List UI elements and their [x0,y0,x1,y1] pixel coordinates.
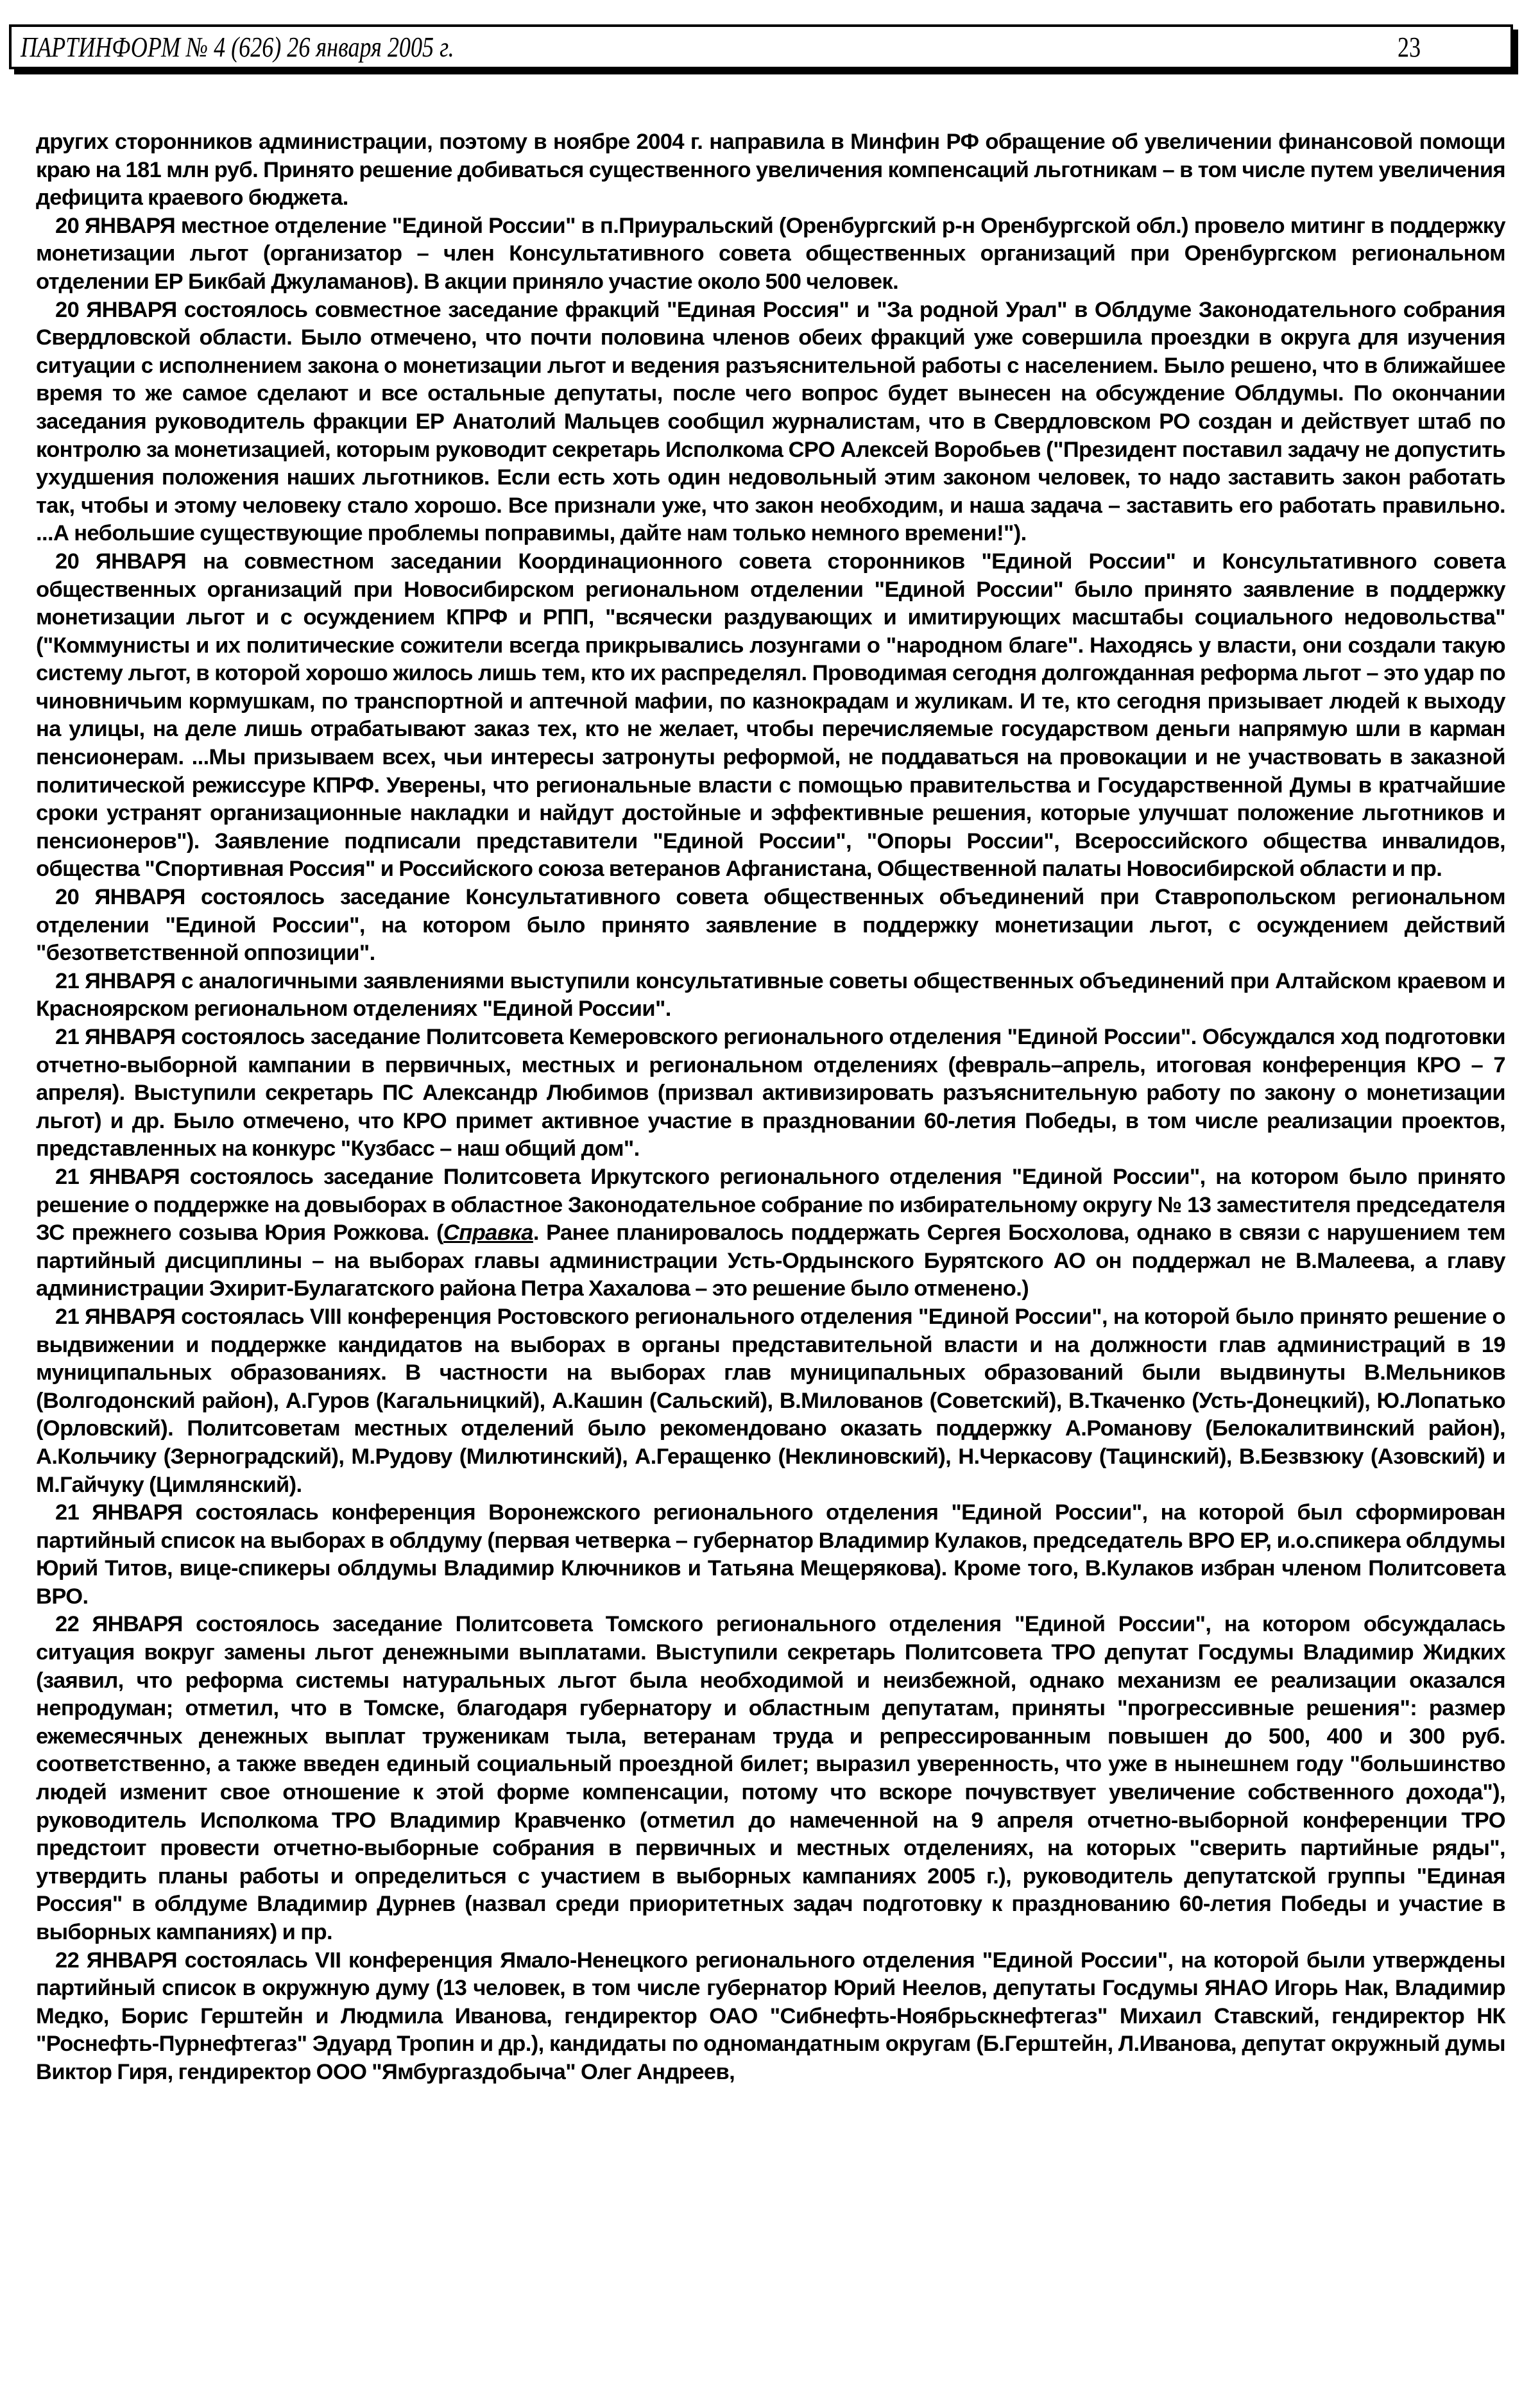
paragraph: 22 ЯНВАРЯ состоялось заседание Политсовета Томского регионального отделения "Единой России", на котором обсуждалась ситуация вокруг замены льгот денежными выплатами. Выступили секретарь Политсовета ТРО депутат Госдумы Владимир Жидких (заявил, что реформа системы натуральных льгот была необходимой и неизбежной, однако механизм ее реализации оказался непродуман; отметил, что в Томске, благодаря губернатору и областным депутатам, приняты "прогрессивные решения": размер ежемесячных денежных выплат труженикам тыла, ветеранам труда и репрессированным повышен до 500, 400 и 300 руб. соответственно, а также введен единый социальный проездной билет; выразил уверенность, что уже в нынешнем году "большинство людей изменит свое отношение к этой форме компенсации, потому что вскоре почувствует увеличение собственного дохода"), руководитель Исполкома ТРО Владимир Кравченко (отметил до намеченной на 9 апреля отчетно-выборной конференции ТРО предстоит провести отчетно-выборные собрания в первичных и местных отделениях, на которых "сверить партийные ряды", утвердить планы работы и определиться с участием в выборных кампаниях 2005 г.), руководитель депутатской группы "Единая Россия" в облдуме Владимир Дурнев (назвал среди приоритетных задач подготовку к празднованию 60-летия Победы и участие в выборных кампаниях) и пр. [36,1612,1505,1944]
paragraph: 22 ЯНВАРЯ состоялась VII конференция Ямало-Ненецкого регионального отделения "Единой России", на которой были утверждены партийный список в окружную думу (13 человек, в том числе губернатор Юрий Неелов, депутаты Госдумы ЯНАО Игорь Нак, Владимир Медко, Борис Герштейн и Людмила Иванова, гендиректор ОАО "Сибнефть-Ноябрьскнефтегаз" Михаил Ставский, гендиректор НК "Роснефть-Пурнефтегаз" Эдуард Тропин и др.), кандидаты по одномандатным округам (Б.Герштейн, Л.Иванова, депутат окружный думы Виктор Гиря, гендиректор ООО "Ямбургаздобыча" Олег Андреев, [36,1948,1505,2084]
paragraph: других сторонников администрации, поэтому в ноябре 2004 г. направила в Минфин РФ обращение об увеличении финансовой помощи краю на 181 млн руб. Принято решение добиваться существенного увеличения компенсаций льготникам – в том числе путем увеличения дефицита краевого бюджета. [36,130,1505,210]
paragraph: 20 ЯНВАРЯ состоялось заседание Консультативного совета общественных объединений при Ставропольском региональном отделении "Единой России", на котором было принято заявление в поддержку монетизации льгот, с осуждением действий "безответственной оппозиции". [36,885,1505,966]
paragraph: 21 ЯНВАРЯ состоялась конференция Воронежского регионального отделения "Единой России", на которой был сформирован партийный список на выборах в облдуму (первая четверка – губернатор Владимир Кулаков, председатель ВРО ЕР, и.о.спикера облдумы Юрий Титов, вице-спикеры облдумы Владимир Ключников и Татьяна Мещерякова). Кроме того, В.Кулаков избран членом Политсовета ВРО. [36,1500,1505,1609]
publication-title: ПАРТИНФОРМ № 4 (626) 26 января 2005 г. [21,31,454,63]
article-body [36,128,1505,2087]
paragraph: 20 ЯНВАРЯ на совместном заседании Координационного совета сторонников "Единой России" и Консультативного совета общественных организаций при Новосибирском региональном отделении "Единой России" было принято заявление в поддержку монетизации льгот и с осуждением КПРФ и РПП, "всячески раздувающих и имитирующих масштабы социального недовольства" ("Коммунисты и их политические сожители всегда прикрывались лозунгами о "народном благе". Находясь у власти, они создали такую систему льгот, в которой хорошо жилось лишь тем, кто их распределял. Проводимая сегодня долгожданная реформа льгот – это удар по чиновничьим кормушкам, по транспортной и аптечной мафии, по казнокрадам и жуликам. И те, кто сегодня призывает людей к выходу на улицы, на деле лишь отрабатывают заказ тех, кто не желает, чтобы перечисляемые государством деньги напрямую шли в карман пенсионерам. ...Мы призываем всех, чьи интересы затронуты реформой, не поддаваться на провокации и не участвовать в заказной политической режиссуре КПРФ. Уверены, что региональные власти с помощью правительства и Государственной Думы в кратчайшие сроки устранят организационные накладки и найдут достойные и эффективные решения, которые улучшат положение льготников и пенсионеров"). Заявление подписали представители "Единой России", "Опоры России", Всероссийского общества инвалидов, общества "Спортивная Россия" и Российского союза ветеранов Афганистана, Общественной палаты Новосибирской области и пр. [36,549,1505,882]
paragraph: 21 ЯНВАРЯ состоялось заседание Политсовета Кемеровского регионального отделения "Единой России". Обсуждался ход подготовки отчетно-выборной кампании в первичных, местных и региональном отделениях (февраль–апрель, итоговая конференция КРО – 7 апреля). Выступили секретарь ПС Александр Любимов (призвал активизировать разъяснительную работу по закону о монетизации льгот) и др. Было отмечено, что КРО примет активное участие в праздновании 60-летия Победы, в том числе реализации проектов, представленных на конкурс "Кузбасс – наш общий дом". [36,1025,1505,1161]
paragraph-text: 21 ЯНВАРЯ состоялось заседание Политсовета Иркутского регионального отделения "Единой России", на котором было принято решение о поддержке на довыборах в областное Законодательное собрание по избирательному округу № 13 заместителя председателя ЗС прежнего созыва Юрия Рожкова. ( [36,1164,1505,1246]
paragraph [36,1163,1505,1303]
paragraph: 20 ЯНВАРЯ местное отделение "Единой России" в п.Приуральский (Оренбургский р-н Оренбургской обл.) провело митинг в поддержку монетизации льгот (организатор – член Консультативного совета общественных организаций при Оренбургском региональном отделении ЕР Бикбай Джуламанов). В акции приняло участие около 500 человек. [36,213,1505,294]
paragraph: 21 ЯНВАРЯ с аналогичными заявлениями выступили консультативные советы общественных объединений при Алтайском краевом и Красноярском региональном отделениях "Единой России". [36,968,1505,1022]
reference-note-label: Справка [443,1221,533,1246]
page-header [9,24,1513,69]
paragraph: 20 ЯНВАРЯ состоялось совместное заседание фракций "Единая Россия" и "За родной Урал" в Облдуме Законодательного собрания Свердловской области. Было отмечено, что почти половина членов обеих фракций уже совершила проездки в округа для изучения ситуации с исполнением закона о монетизации льгот и ведения разъяснительной работы с населением. Было решено, что в ближайшее время то же самое сделают и все остальные депутаты, после чего вопрос будет вынесен на обсуждение Облдумы. По окончании заседания руководитель фракции ЕР Анатолий Мальцев сообщил журналистам, что в Свердловском РО создан и действует штаб по контролю за монетизацией, которым руководит секретарь Исполкома СРО Алексей Воробьев ("Президент поставил задачу не допустить ухудшения положения наших льготников. Если есть хоть один недовольный этим законом человек, то надо заставить закон работать так, чтобы и этому человеку стало хорошо. Все признали уже, что закон необходим, и наша задача – заставить его работать правильно. ...А небольшие существующие проблемы поправимы, дайте нам только немного времени!"). [36,297,1505,546]
paragraph-text: . Ранее планировалось поддержать Сергея Босхолова, однако в связи с нарушением тем партийный дисциплины – на выборах главы администрации Усть-Ордынского Бурятского АО он поддержал не В.Малеева, а главу администрации Эхирит-Булагатского района Петра Хахалова – это решение было отменено.) [36,1221,1505,1301]
page-number: 23 [1398,31,1421,63]
paragraph: 21 ЯНВАРЯ состоялась VIII конференция Ростовского регионального отделения "Единой России", на которой было принято решение о выдвижении и поддержке кандидатов на выборах в органы представительной власти и на должности глав администраций в 19 муниципальных образованиях. В частности на выборах глав муниципальных образований были выдвинуты В.Мельников (Волгодонский район), А.Гуров (Кагальницкий), А.Кашин (Сальский), В.Милованов (Советский), В.Ткаченко (Усть-Донецкий), Ю.Лопатько (Орловский). Политсоветам местных отделений было рекомендовано оказать поддержку А.Романову (Белокалитвинский район), А.Кольчику (Зерноградский), М.Рудову (Милютинский), А.Геращенко (Неклиновский), Н.Черкасову (Тацинский), В.Безвзюку (Азовский) и М.Гайчуку (Цимлянский). [36,1304,1505,1497]
